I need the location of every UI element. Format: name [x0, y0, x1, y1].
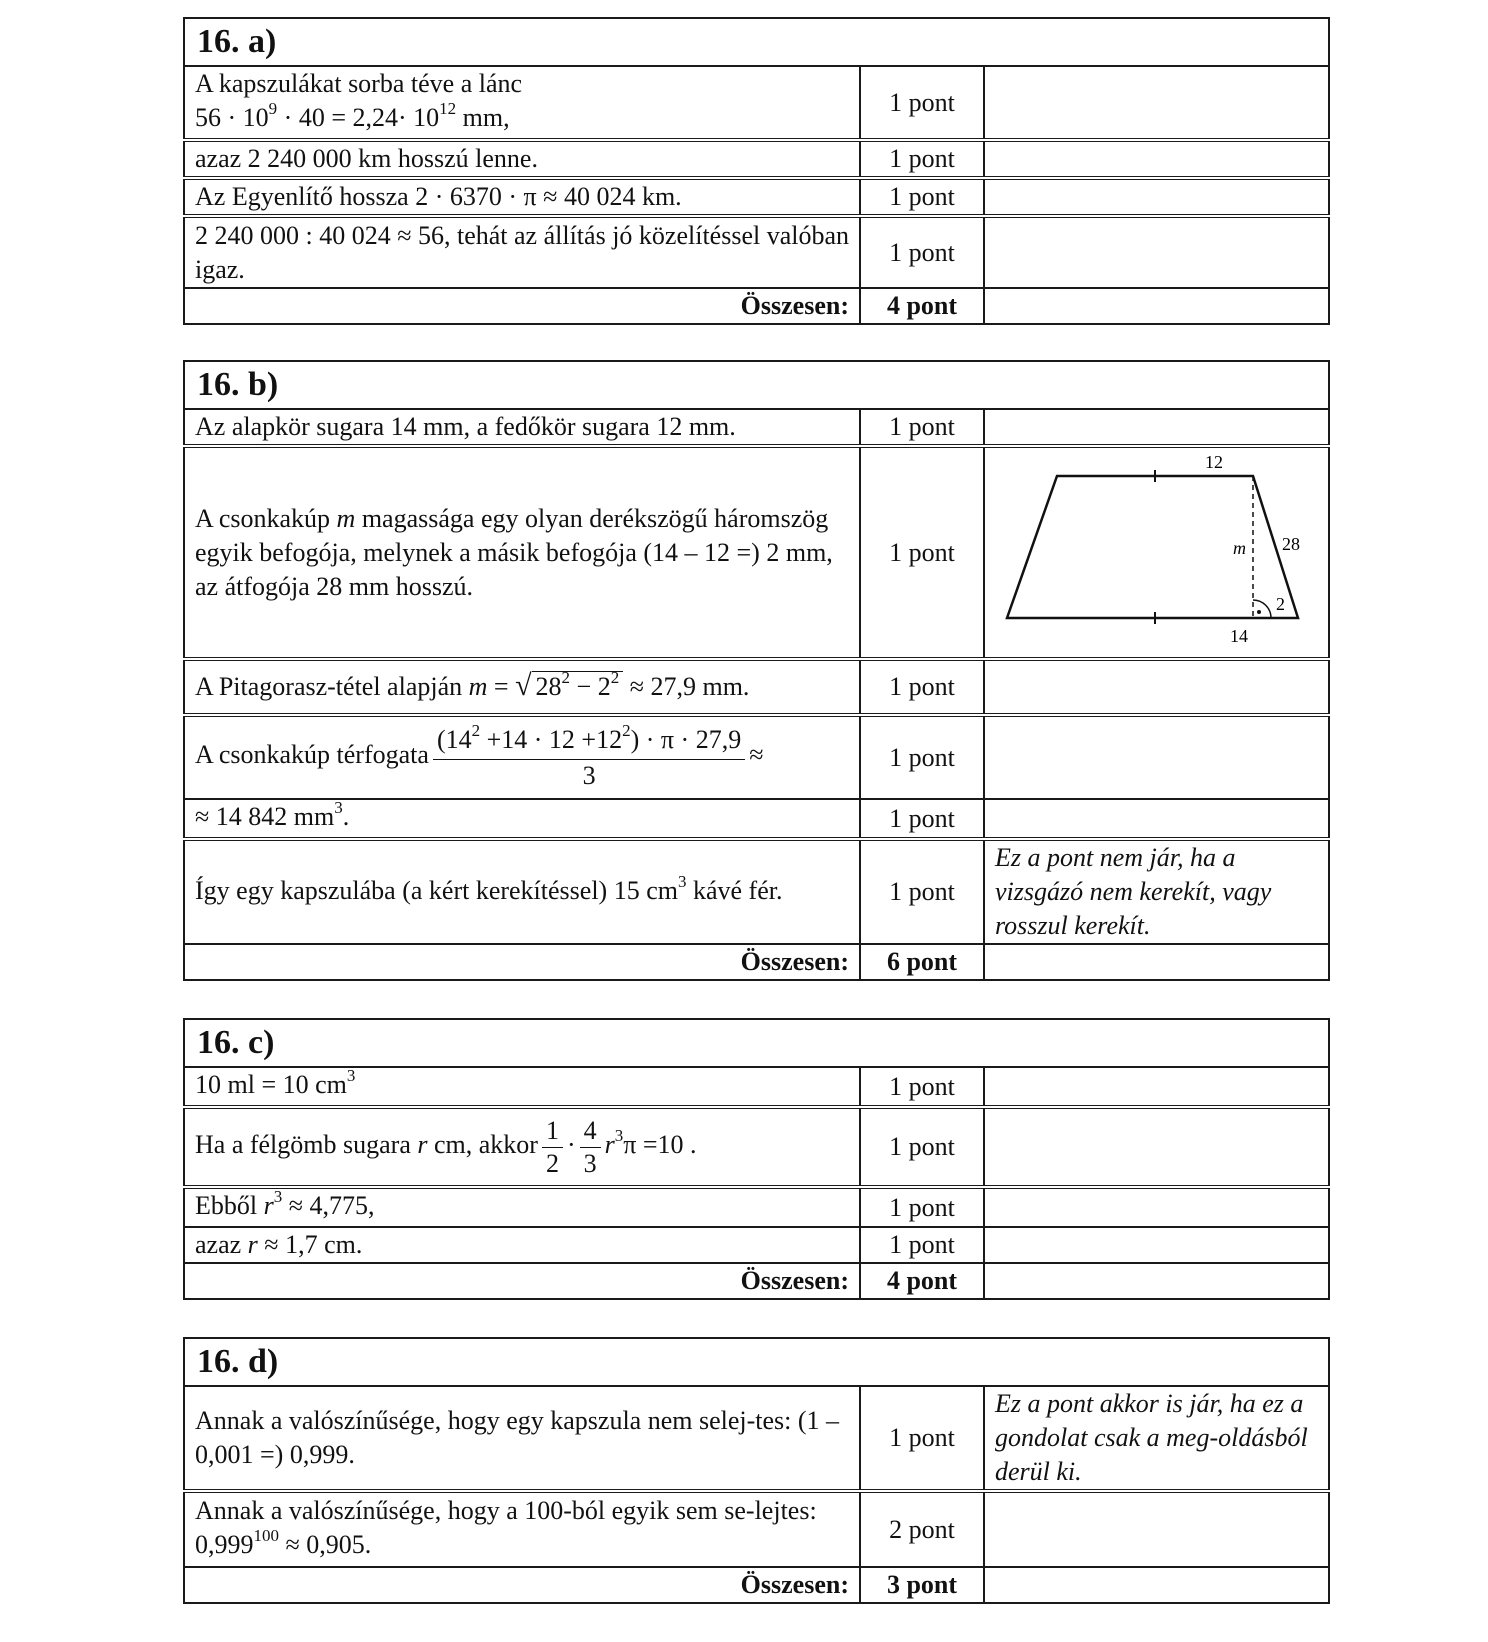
note-cell [984, 178, 1329, 216]
label-bottom: 14 [1230, 626, 1248, 646]
step-text: Így egy kapszulába (a kért kerekítéssel) 15 $cm^3$ kávé fér. [184, 839, 860, 944]
total-points: 6 pont [860, 944, 984, 980]
section-16b-table [183, 360, 1330, 981]
points: 1 pont [860, 659, 984, 715]
section-title: 16. d) [184, 1338, 1329, 1386]
note-cell [984, 1491, 1329, 1567]
note-cell [984, 715, 1329, 799]
note-text: Ez a pont akkor is jár, ha ez a gondolat csak a meg-oldásból derül ki. [984, 1386, 1329, 1491]
step-text: 10 ml = 10 $cm^3$ [184, 1067, 860, 1107]
note-cell [984, 1107, 1329, 1187]
points: 1 pont [860, 839, 984, 944]
step-text: Ebből $r^3 \approx 4,775$, [184, 1187, 860, 1227]
note-cell [984, 799, 1329, 839]
note-cell [984, 1227, 1329, 1263]
section-16a-table [183, 17, 1330, 325]
section-title: 16. c) [184, 1019, 1329, 1067]
total-label: Összesen: [184, 1263, 860, 1299]
points: 1 pont [860, 1187, 984, 1227]
step-text: Ha a félgömb sugara r cm, akkor $\frac{1}{2}$ · $\frac{4}{3}$ $r^3\pi =10$ . [184, 1107, 860, 1187]
points: 1 pont [860, 715, 984, 799]
step-text: Annak a valószínűsége, hogy a 100-ból egyik sem se-lejtes: $0,999^{100} \approx 0,905$. [184, 1491, 860, 1567]
points: 1 pont [860, 1067, 984, 1107]
step-text: A csonkakúp m magassága egy olyan derékszögű háromszög egyik befogója, melynek a másik befogója (14 – 12 =) 2 mm, az átfogója 28 mm hosszú. [184, 446, 860, 659]
total-label: Összesen: [184, 288, 860, 324]
total-points: 4 pont [860, 288, 984, 324]
points: 1 pont [860, 216, 984, 288]
points: 1 pont [860, 1386, 984, 1491]
trapezoid-figure-cell [984, 446, 1329, 659]
points: 1 pont [860, 446, 984, 659]
section-title: 16. a) [184, 18, 1329, 66]
section-16c-table [183, 1018, 1330, 1300]
label-top: 12 [1205, 452, 1223, 472]
note-cell [984, 216, 1329, 288]
total-points: 4 pont [860, 1263, 984, 1299]
note-cell [984, 1567, 1329, 1603]
points: 1 pont [860, 1227, 984, 1263]
step-text: A csonkakúp térfogata $\frac{(14^2 +14 \cdot 12 +12^2) \cdot \pi \cdot 27,9}{3}$ ≈ [184, 715, 860, 799]
total-points: 3 pont [860, 1567, 984, 1603]
label-small: 2 [1276, 594, 1285, 614]
note-cell [984, 66, 1329, 140]
note-cell [984, 409, 1329, 446]
note-text: Ez a pont nem jár, ha a vizsgázó nem kerekít, vagy rosszul kerekít. [984, 839, 1329, 944]
step-text: A kapszulákat sorba téve a lánc $56 \cdot 10^9 \cdot 40 = 2,24\cdot 10^{12}$ mm, [184, 66, 860, 140]
section-16d-table [183, 1337, 1330, 1604]
step-text: Az alapkör sugara 14 mm, a fedőkör sugara 12 mm. [184, 409, 860, 446]
points: 2 pont [860, 1491, 984, 1567]
step-text: Annak a valószínűsége, hogy egy kapszula nem selej-tes: (1 – 0,001 =) 0,999. [184, 1386, 860, 1491]
step-text: A Pitagorasz-tétel alapján m = √ $28^2 - 2^2 \approx 27,9$ mm. [184, 659, 860, 715]
step-text: ≈ 14 842 $mm^3$. [184, 799, 860, 839]
note-cell [984, 288, 1329, 324]
label-m: m [1233, 538, 1246, 558]
note-cell [984, 1187, 1329, 1227]
step-text: azaz 2 240 000 km hosszú lenne. [184, 140, 860, 178]
note-cell [984, 944, 1329, 980]
points: 1 pont [860, 178, 984, 216]
section-title: 16. b) [184, 361, 1329, 409]
note-cell [984, 659, 1329, 715]
points: 1 pont [860, 799, 984, 839]
step-text: Az Egyenlítő hossza 2 · 6370 · π ≈ 40 024 km. [184, 178, 860, 216]
points: 1 pont [860, 1107, 984, 1187]
points: 1 pont [860, 409, 984, 446]
note-cell [984, 1263, 1329, 1299]
points: 1 pont [860, 140, 984, 178]
trapezoid-figure [985, 448, 1330, 648]
note-cell [984, 140, 1329, 178]
step-text: 2 240 000 : 40 024 ≈ 56, tehát az állítás jó közelítéssel valóban igaz. [184, 216, 860, 288]
label-side: 28 [1282, 534, 1300, 554]
total-label: Összesen: [184, 1567, 860, 1603]
step-text: azaz r ≈ 1,7 cm. [184, 1227, 860, 1263]
points: 1 pont [860, 66, 984, 140]
total-label: Összesen: [184, 944, 860, 980]
note-cell [984, 1067, 1329, 1107]
